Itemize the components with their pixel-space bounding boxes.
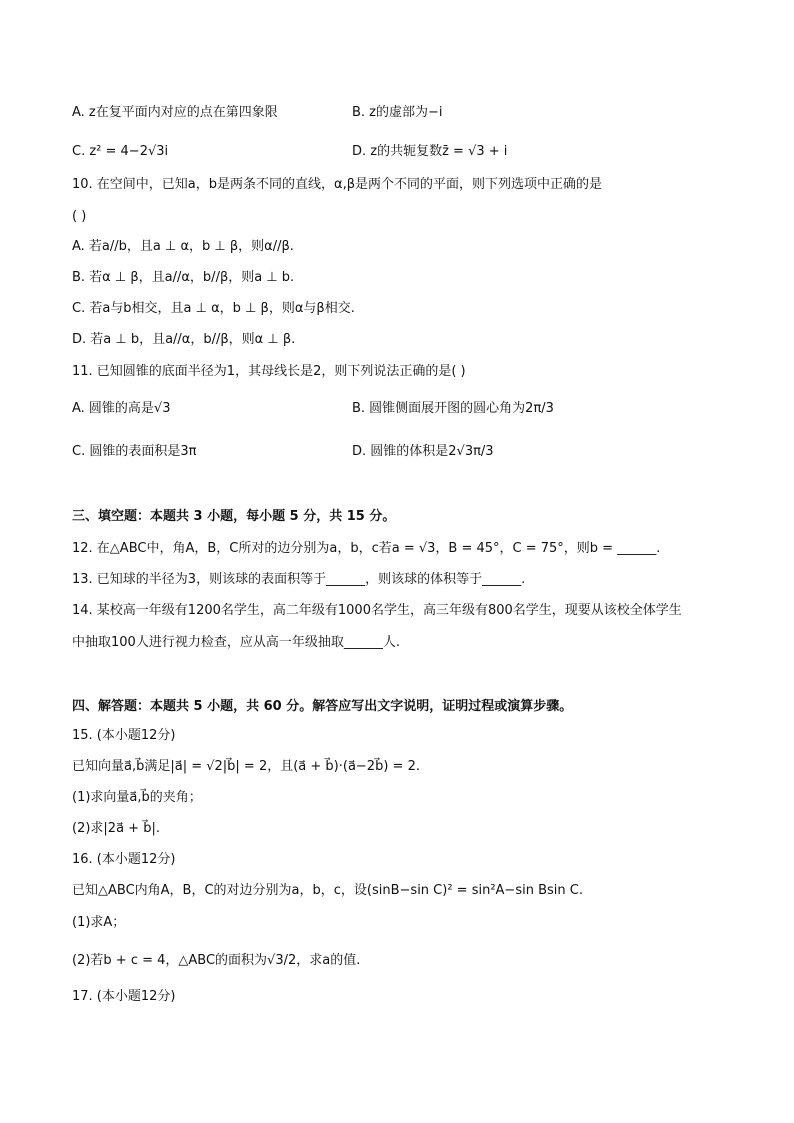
q10-stem: 10. 在空间中，已知a，b是两条不同的直线，α,β是两个不同的平面，则下列选项中正确的是 xyxy=(72,177,603,192)
q11-option-b: B. 圆锥侧面展开图的圆心角为2π/3 xyxy=(352,401,554,416)
q16-stem: 已知△ABC内角A，B，C的对边分别为a，b，c，设(sinB−sin C)² = sin²A−sin Bsin C. xyxy=(72,883,583,898)
q9-option-b: B. z的虚部为−i xyxy=(352,105,443,120)
q17-header: 17. (本小题12分) xyxy=(72,989,176,1004)
q11-option-d: D. 圆锥的体积是2√3π/3 xyxy=(352,444,494,459)
q16-part1: (1)求A； xyxy=(72,915,126,930)
q15-stem: 已知向量a⃗,b⃗满足|a⃗| = √2|b⃗| = 2，且(a⃗ + b⃗)·(a⃗−2b⃗) = 2. xyxy=(72,759,420,774)
q16-header: 16. (本小题12分) xyxy=(72,852,176,867)
q10-answer-paren: ( ) xyxy=(72,209,87,224)
q15-header: 15. (本小题12分) xyxy=(72,728,176,743)
q9-option-d: D. z的共轭复数z̄ = √3 + i xyxy=(352,144,508,159)
q14-text-line2: 中抽取100人进行视力检查，应从高一年级抽取______人. xyxy=(72,635,400,650)
q10-option-a: A. 若a//b，且a ⊥ α，b ⊥ β，则α//β. xyxy=(72,239,294,254)
q10-option-d: D. 若a ⊥ b，且a//α，b//β，则α ⊥ β. xyxy=(72,332,296,347)
section4-title: 四、解答题：本题共 5 小题，共 60 分。解答应写出文字说明，证明过程或演算步骤。 xyxy=(72,699,573,714)
q11-stem: 11. 已知圆锥的底面半径为1，其母线长是2，则下列说法正确的是( ) xyxy=(72,364,466,379)
q15-part1: (1)求向量a⃗,b⃗的夹角； xyxy=(72,790,202,805)
q9-option-a: A. z在复平面内对应的点在第四象限 xyxy=(72,105,278,120)
q10-option-c: C. 若a与b相交，且a ⊥ α，b ⊥ β，则α与β相交. xyxy=(72,301,355,316)
q16-part2: (2)若b + c = 4，△ABC的面积为√3/2，求a的值. xyxy=(72,953,361,968)
q10-option-b: B. 若α ⊥ β，且a//α，b//β，则a ⊥ b. xyxy=(72,270,295,285)
section3-title: 三、填空题：本题共 3 小题，每小题 5 分，共 15 分。 xyxy=(72,509,396,524)
q12-text: 12. 在△ABC中，角A，B，C所对的边分别为a，b，c若a = √3，B = 45°，C = 75°，则b = ______. xyxy=(72,541,661,556)
q14-text-line1: 14. 某校高一年级有1200名学生，高二年级有1000名学生，高三年级有800名学生，现要从该校全体学生 xyxy=(72,603,682,618)
q9-option-c: C. z² = 4−2√3i xyxy=(72,144,169,159)
q13-text: 13. 已知球的半径为3，则该球的表面积等于______，则该球的体积等于______. xyxy=(72,572,526,587)
q11-option-a: A. 圆锥的高是√3 xyxy=(72,401,171,416)
q15-part2: (2)求|2a⃗ + b⃗|. xyxy=(72,821,160,836)
q11-option-c: C. 圆锥的表面积是3π xyxy=(72,444,197,459)
